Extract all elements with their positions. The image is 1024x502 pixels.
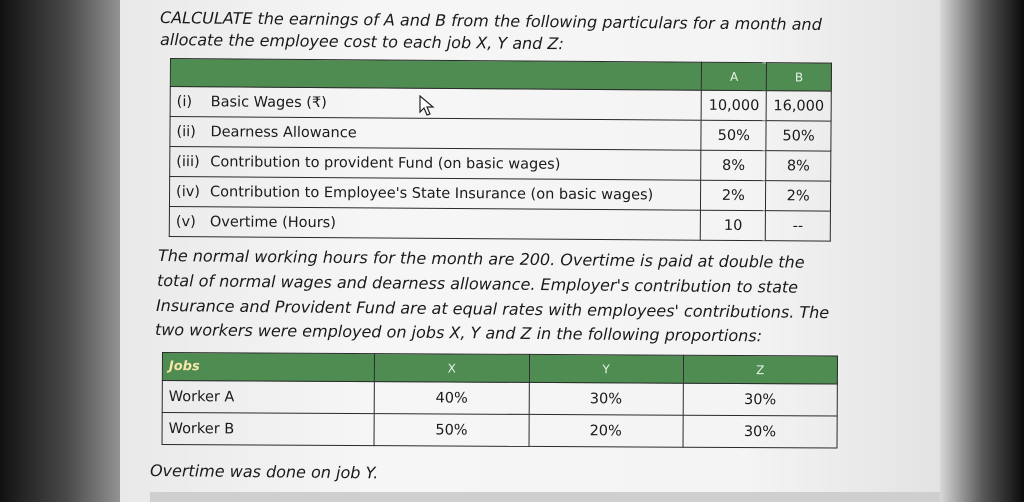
row-value-a: 10,000 [702,90,767,120]
row-label: Basic Wages (₹) [210,93,327,111]
particulars-row [170,87,831,122]
particulars-header-b: B [766,63,831,91]
row-value-b: 2% [766,181,831,211]
footer-note: Overtime was done on job Y. [149,461,379,483]
row-number: (iii) [176,153,200,170]
particulars-table [169,58,832,242]
particulars-row [169,177,830,212]
row-label: Overtime (Hours) [209,213,336,231]
paragraph-line-2: total of normal wages and dearness allowance. Employer's contribution to state [156,271,799,297]
jobs-worker: Worker B [162,413,374,446]
jobs-header-x: X [375,354,529,383]
particulars-row [170,117,831,152]
paragraph-line-1: The normal working hours for the month are 200. Overtime is paid at double the [157,246,805,272]
row-value-b: 50% [766,121,831,151]
jobs-worker: Worker A [162,381,374,414]
paragraph-line-3: Insurance and Provident Fund are at equal rates with employees' contributions. The [155,296,830,323]
question-line-2: allocate the employee cost to each job X, Y and Z: [159,30,564,54]
row-label: Contribution to Employee's State Insurance (on basic wages) [210,183,654,203]
row-value-b: -- [765,211,830,241]
row-label: Dearness Allowance [210,123,357,141]
particulars-row [169,206,830,241]
row-value-a: 8% [701,150,766,180]
right-shadow [940,0,1024,502]
row-number: (iv) [176,183,201,200]
row-label: Contribution to provident Fund (on basic wages) [210,153,561,173]
row-value-b: 8% [766,151,831,181]
jobs-value-x: 50% [374,414,528,447]
jobs-value-x: 40% [374,382,528,415]
jobs-header-z: Z [683,355,837,384]
jobs-value-z: 30% [683,383,837,416]
paragraph-line-4: two workers were employed on jobs X, Y and Z in the following proportions: [154,320,763,346]
row-value-b: 16,000 [766,91,831,121]
row-number: (v) [175,213,196,230]
row-value-a: 50% [701,120,766,150]
particulars-header-blank [170,59,702,91]
jobs-value-y: 30% [529,382,683,415]
mouse-pointer-icon [419,95,437,117]
jobs-header-y: Y [529,354,683,383]
question-line-1: CALCULATE the earnings of A and B from the following particulars for a month and [159,8,822,34]
jobs-value-z: 30% [683,415,837,448]
particulars-header-a: A [702,62,767,90]
particulars-row [170,147,831,182]
row-number: (i) [176,93,193,110]
footer-bar [150,492,940,502]
jobs-table [162,352,838,449]
jobs-row [162,381,837,417]
row-value-a: 2% [701,180,766,210]
jobs-row [162,413,837,449]
row-value-a: 10 [701,210,766,240]
jobs-header-jobs: Jobs [162,353,374,382]
row-number: (ii) [176,123,196,140]
jobs-value-y: 20% [529,414,683,447]
jobs-header-row [162,353,837,385]
